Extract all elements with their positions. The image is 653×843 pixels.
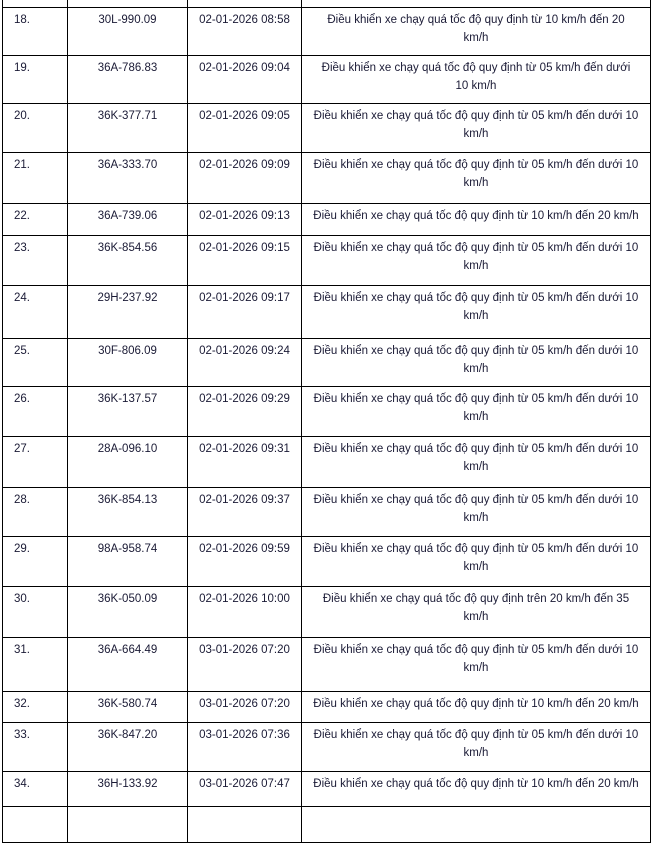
table-row [3, 723, 651, 772]
violation-description-line2: km/h [463, 411, 489, 423]
violation-description-line2: km/h [463, 310, 489, 322]
violation-description-line2: km/h [463, 461, 489, 473]
violation-time-cell: 02-01-2026 09:15 [188, 236, 302, 286]
table-row [3, 692, 651, 723]
violation-description-line2: km/h [463, 611, 489, 623]
row-number-cell: 20. [3, 104, 68, 153]
license-plate-cell: 28A-096.10 [68, 437, 188, 488]
license-plate-cell: 36K-580.74 [68, 692, 188, 723]
violation-description-line1: Điều khiển xe chạy quá tốc độ quy định trên 20 km/h đến 35 [322, 593, 630, 605]
table-row [3, 772, 651, 807]
table-row [3, 488, 651, 537]
violation-time-cell: 02-01-2026 09:24 [188, 339, 302, 387]
row-number-cell [3, 0, 68, 8]
license-plate-cell: 36H-133.92 [68, 772, 188, 807]
row-number-cell: 27. [3, 437, 68, 488]
violation-description-line2: km/h [463, 260, 489, 272]
table-row [3, 587, 651, 638]
table-row [3, 437, 651, 488]
license-plate-cell: 36K-847.20 [68, 723, 188, 772]
license-plate-cell: 36K-854.56 [68, 236, 188, 286]
violation-description-cell [302, 104, 651, 153]
violation-description-cell [302, 587, 651, 638]
violation-description-line1: Điều khiển xe chạy quá tốc độ quy định từ 05 km/h đến dưới 10 [313, 729, 639, 741]
violation-description-cell [302, 0, 651, 8]
license-plate-cell: 36K-137.57 [68, 387, 188, 437]
license-plate-cell: 30F-806.09 [68, 339, 188, 387]
violation-time-cell: 03-01-2026 07:20 [188, 638, 302, 692]
violation-time-cell: 02-01-2026 08:58 [188, 8, 302, 56]
row-number-cell: 29. [3, 537, 68, 587]
row-number-cell: 34. [3, 772, 68, 807]
violation-description-cell [302, 8, 651, 56]
violation-time-cell: 02-01-2026 09:31 [188, 437, 302, 488]
violation-time-cell: 03-01-2026 07:20 [188, 692, 302, 723]
violation-description-cell [302, 537, 651, 587]
license-plate-cell: 36K-050.09 [68, 587, 188, 638]
license-plate-cell: 36A-739.06 [68, 204, 188, 236]
violation-description-cell [302, 692, 651, 723]
violation-time-cell: 02-01-2026 09:05 [188, 104, 302, 153]
violation-description-line2: km/h [463, 363, 489, 375]
table-row [3, 638, 651, 692]
license-plate-cell: 36K-854.13 [68, 488, 188, 537]
table-row [3, 537, 651, 587]
violation-description-line2: km/h [463, 32, 489, 44]
row-number-cell: 32. [3, 692, 68, 723]
license-plate-cell: 36K-377.71 [68, 104, 188, 153]
license-plate-cell: 30L-990.09 [68, 8, 188, 56]
violation-time-cell: 03-01-2026 07:47 [188, 772, 302, 807]
violation-description-cell [302, 437, 651, 488]
violation-description-cell [302, 236, 651, 286]
license-plate-cell: 98A-958.74 [68, 537, 188, 587]
table-row [3, 387, 651, 437]
violation-description-line1: Điều khiển xe chạy quá tốc độ quy định từ 10 km/h đến 20 km/h [313, 698, 639, 710]
violation-description-cell [302, 488, 651, 537]
violation-description-cell [302, 204, 651, 236]
license-plate-cell: 36A-786.83 [68, 56, 188, 104]
violation-time-cell: 02-01-2026 09:13 [188, 204, 302, 236]
table-row-partial-top [3, 0, 651, 8]
violation-description-cell [302, 153, 651, 204]
violation-description-cell [302, 772, 651, 807]
violation-description-line2: 10 km/h [455, 80, 497, 92]
violation-description-line1: Điều khiển xe chạy quá tốc độ quy định từ 05 km/h đến dưới 10 [313, 494, 639, 506]
row-number-cell: 28. [3, 488, 68, 537]
violation-description-line2: km/h [463, 177, 489, 189]
violation-description-line2: km/h [463, 128, 489, 140]
violation-description-line1: Điều khiển xe chạy quá tốc độ quy định từ 05 km/h đến dưới 10 [313, 110, 639, 122]
violation-description-line2: km/h [463, 512, 489, 524]
row-number-cell: 19. [3, 56, 68, 104]
table-row [3, 339, 651, 387]
violations-table [2, 0, 651, 843]
row-number-cell: 23. [3, 236, 68, 286]
violation-description-cell [302, 339, 651, 387]
table-row [3, 104, 651, 153]
violation-description-line2: km/h [463, 561, 489, 573]
violation-description-line1: Điều khiển xe chạy quá tốc độ quy định từ 05 km/h đến dưới 10 [313, 292, 639, 304]
table-row [3, 286, 651, 339]
row-number-cell: 33. [3, 723, 68, 772]
violation-description-cell [302, 723, 651, 772]
violation-description-cell [302, 387, 651, 437]
row-number-cell: 26. [3, 387, 68, 437]
row-number-cell: 18. [3, 8, 68, 56]
violation-time-cell: 02-01-2026 10:00 [188, 587, 302, 638]
row-number-cell: 24. [3, 286, 68, 339]
violation-description-line1: Điều khiển xe chạy quá tốc độ quy định từ 10 km/h đến 20 km/h [313, 778, 639, 790]
violation-time-cell: 03-01-2026 07:36 [188, 723, 302, 772]
table-row [3, 8, 651, 56]
table-row [3, 236, 651, 286]
row-number-cell: 30. [3, 587, 68, 638]
table-row [3, 56, 651, 104]
row-number-cell: 31. [3, 638, 68, 692]
violation-description-line1: Điều khiển xe chạy quá tốc độ quy định từ 05 km/h đến dưới [321, 62, 631, 74]
table-row [3, 204, 651, 236]
violation-description-line1: Điều khiển xe chạy quá tốc độ quy định từ 05 km/h đến dưới 10 [313, 443, 639, 455]
violation-description-cell [302, 638, 651, 692]
violation-time-cell: 02-01-2026 09:09 [188, 153, 302, 204]
violation-description-line1: Điều khiển xe chạy quá tốc độ quy định từ 05 km/h đến dưới 10 [313, 393, 639, 405]
violation-description-line1: Điều khiển xe chạy quá tốc độ quy định từ 05 km/h đến dưới 10 [313, 159, 639, 171]
violation-description-line2: km/h [463, 662, 489, 674]
violation-description-line1: Điều khiển xe chạy quá tốc độ quy định từ 05 km/h đến dưới 10 [313, 242, 639, 254]
violation-time-cell: 02-01-2026 09:37 [188, 488, 302, 537]
violation-time-cell: 02-01-2026 09:59 [188, 537, 302, 587]
violation-description-line1: Điều khiển xe chạy quá tốc độ quy định từ 05 km/h đến dưới 10 [313, 644, 639, 656]
violation-description-line1: Điều khiển xe chạy quá tốc độ quy định từ 10 km/h đến 20 [327, 14, 625, 26]
violation-description-line1: Điều khiển xe chạy quá tốc độ quy định từ 05 km/h đến dưới 10 [313, 543, 639, 555]
violations-table-body [3, 0, 651, 843]
row-number-cell: 21. [3, 153, 68, 204]
license-plate-cell: 36A-664.49 [68, 638, 188, 692]
violation-time-cell [188, 0, 302, 8]
violation-description-line1: Điều khiển xe chạy quá tốc độ quy định từ 05 km/h đến dưới 10 [313, 345, 639, 357]
violation-time-cell: 02-01-2026 09:29 [188, 387, 302, 437]
violation-time-cell: 02-01-2026 09:04 [188, 56, 302, 104]
violation-description-line1: Điều khiển xe chạy quá tốc độ quy định từ 10 km/h đến 20 km/h [313, 210, 639, 222]
license-plate-cell [68, 0, 188, 8]
row-number-cell: 25. [3, 339, 68, 387]
license-plate-cell: 29H-237.92 [68, 286, 188, 339]
violation-description-cell [302, 286, 651, 339]
row-number-cell: 22. [3, 204, 68, 236]
violation-time-cell: 02-01-2026 09:17 [188, 286, 302, 339]
license-plate-cell: 36A-333.70 [68, 153, 188, 204]
violation-description-line2: km/h [463, 747, 489, 759]
violation-description-cell [302, 56, 651, 104]
table-row [3, 153, 651, 204]
